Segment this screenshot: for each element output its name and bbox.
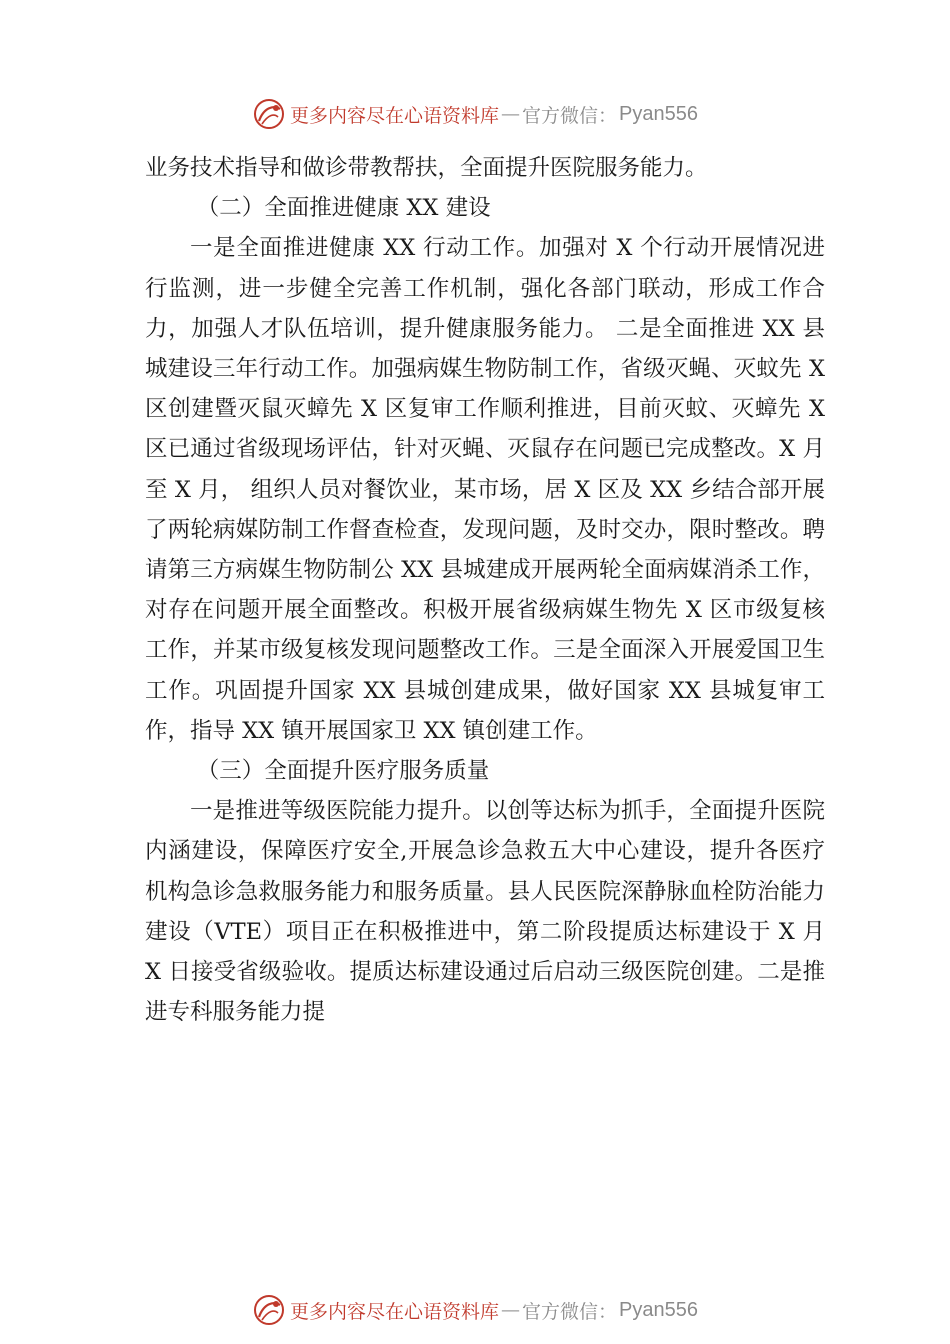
banner-text: 更多内容尽在心语资料库 — [290, 1300, 500, 1323]
logo-icon — [252, 97, 286, 131]
banner-weixin-label: 官方微信： — [522, 104, 618, 127]
section-heading-3: （三）全面提升医疗服务质量 — [196, 758, 490, 785]
banner-weixin-label: 官方微信： — [522, 1300, 618, 1323]
banner-dash: — — [501, 1299, 521, 1321]
footer-banner — [0, 1290, 950, 1330]
paragraph-health-construction: 一是全面推进健康 XX 行动工作。加强对 X 个行动开展情况进行监测，进一步健全完善工作机制，强化各部门联动，形成工作合力，加强人才队伍培训，提升健康服务能力。 二是全面推进 XX 县城建设三年行动工作。加强病媒生物防制工作，省级灭蝇、灭蚊先 X 区创建暨灭鼠灭蟑先 X 区复审工作顺利推进，目前灭蚊、灭蟑先 X 区已通过省级现场评估，针对灭蝇、灭鼠存在问题已完成整改。X 月至 X 月， 组织人员对餐饮业，某市场，居 X 区及 XX 乡结合部开展了两轮病媒防制工作督查检查，发现问题，及时交办，限时整改。聘请第三方病媒生物防制公 XX 县城建成开展两轮全面病媒消杀工作，对存在问题开展全面整改。积极开展省级病媒生物先 X 区市级复核工作，并某市级复核发现问题整改工作。三是全面深入开展爱国卫生工作。巩固提升国家 XX 县城创建成果，做好国家 XX 县城复审工作，指导 XX 镇开展国家卫 XX 镇创建工作。 — [145, 235, 825, 744]
banner-weixin-id: Pyan556 — [619, 102, 698, 125]
paragraph-continuation: 业务技术指导和做诊带教帮扶，全面提升医院服务能力。 — [145, 155, 708, 181]
document-body — [145, 148, 825, 1032]
logo-icon — [252, 1293, 286, 1327]
banner-weixin-id: Pyan556 — [619, 1298, 698, 1321]
section-heading-2: （二）全面推进健康 XX 建设 — [196, 195, 491, 222]
banner-text: 更多内容尽在心语资料库 — [290, 104, 500, 127]
banner-dash: — — [501, 103, 521, 125]
header-banner — [0, 94, 950, 134]
paragraph-medical-quality: 一是推进等级医院能力提升。以创等达标为抓手，全面提升医院内涵建设，保障医疗安全,开展急诊急救五大中心建设，提升各医疗机构急诊急救服务能力和服务质量。县人民医院深静脉血栓防治能力建设（VTE）项目正在积极推进中，第二阶段提质达标建设于 X 月 X 日接受省级验收。提质达标建设通过后启动三级医院创建。二是推进专科服务能力提 — [145, 798, 825, 1026]
